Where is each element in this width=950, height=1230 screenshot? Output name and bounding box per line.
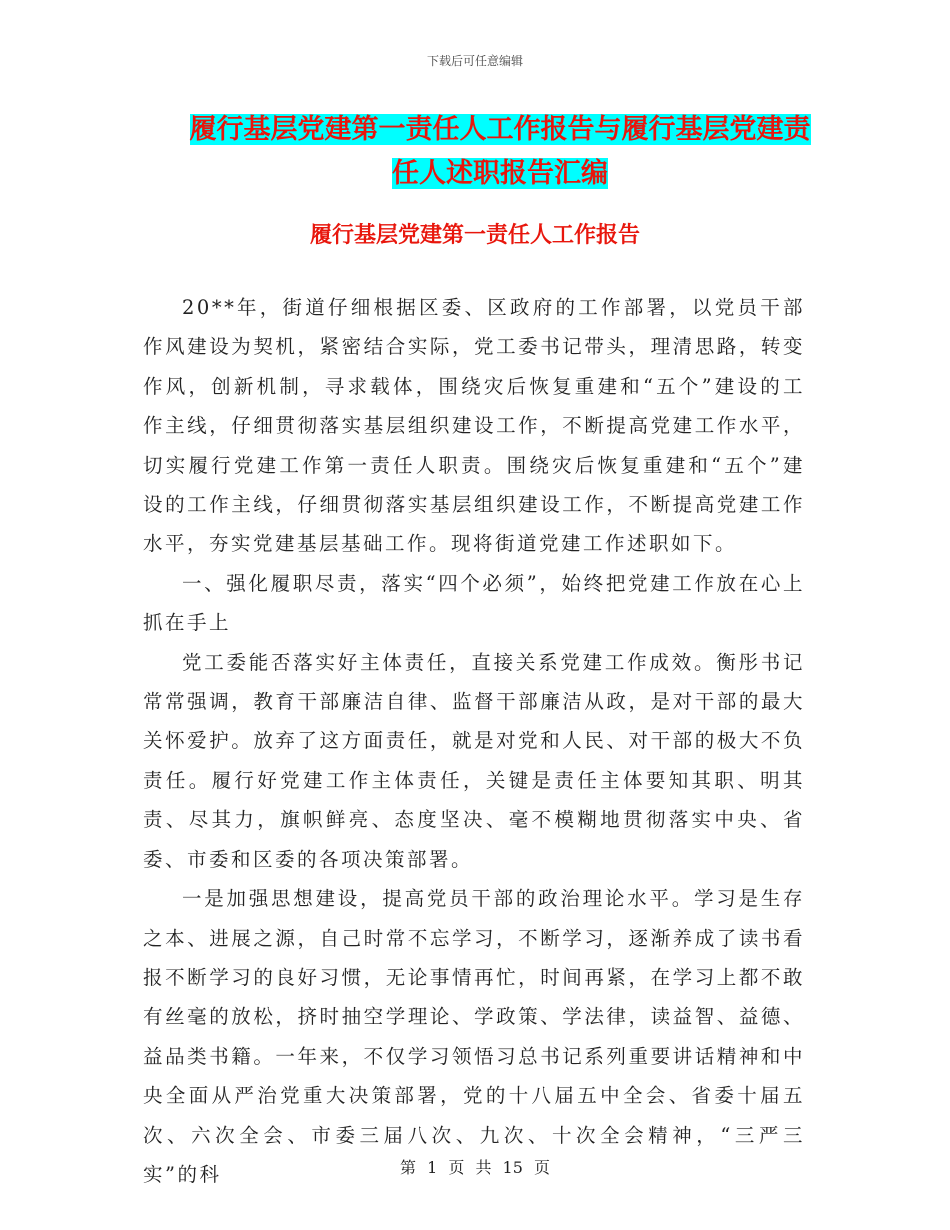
page-number-footer: 第 1 页 共 15 页 — [400, 1158, 550, 1177]
document-title — [180, 108, 820, 196]
body-paragraph: 20**年，街道仔细根据区委、区政府的工作部署，以党员干部作风建设为契机，紧密结合实际，党工委书记带头，理清思路，转变作风，创新机制，寻求载体，围绕灾后恢复重建和“五个”建设的工作主线，仔细贯彻落实基层组织建设工作，不断提高党建工作水平，切实履行党建工作第一责任人职责。围绕灾后恢复重建和“五个”建设的工作主线，仔细贯彻落实基层组织建设工作，不断提高党建工作水平，夯实党建基层基础工作。现将街道党建工作述职如下。 — [143, 296, 805, 556]
document-body — [143, 288, 805, 1194]
body-paragraph: 一是加强思想建设，提高党员干部的政治理论水平。学习是生存之本、进展之源，自己时常不忘学习，不断学习，逐渐养成了读书看报不断学习的良好习惯，无论事情再忙，时间再紧，在学习上都不敢有丝毫的放松，挤时抽空学理论、学政策、学法律，读益智、益德、益品类书籍。一年来，不仅学习领悟习总书记系列重要讲话精神和中央全面从严治党重大决策部署，党的十八届五中全会、省委十届五次、六次全会、市委三届八次、九次、十次全会精神，“三严三实”的科 — [143, 887, 805, 1186]
document-title-text: 履行基层党建第一责任人工作报告与履行基层党建责任人述职报告汇编 — [189, 114, 811, 189]
body-paragraph: 党工委能否落实好主体责任，直接关系党建工作成效。衡彤书记常常强调，教育干部廉洁自律、监督干部廉洁从政，是对干部的最大关怀爱护。放弃了这方面责任，就是对党和人民、对干部的极大不负责任。履行好党建工作主体责任，关键是责任主体要知其职、明其责、尽其力，旗帜鲜亮、态度坚决、毫不模糊地贯彻落实中央、省委、市委和区委的各项决策部署。 — [143, 650, 805, 871]
body-paragraph: 一、强化履职尽责，落实“四个必须”，始终把党建工作放在心上抓在手上 — [143, 571, 805, 635]
section-title: 履行基层党建第一责任人工作报告 — [309, 223, 640, 248]
header-note: 下载后可任意编辑 — [426, 54, 523, 68]
